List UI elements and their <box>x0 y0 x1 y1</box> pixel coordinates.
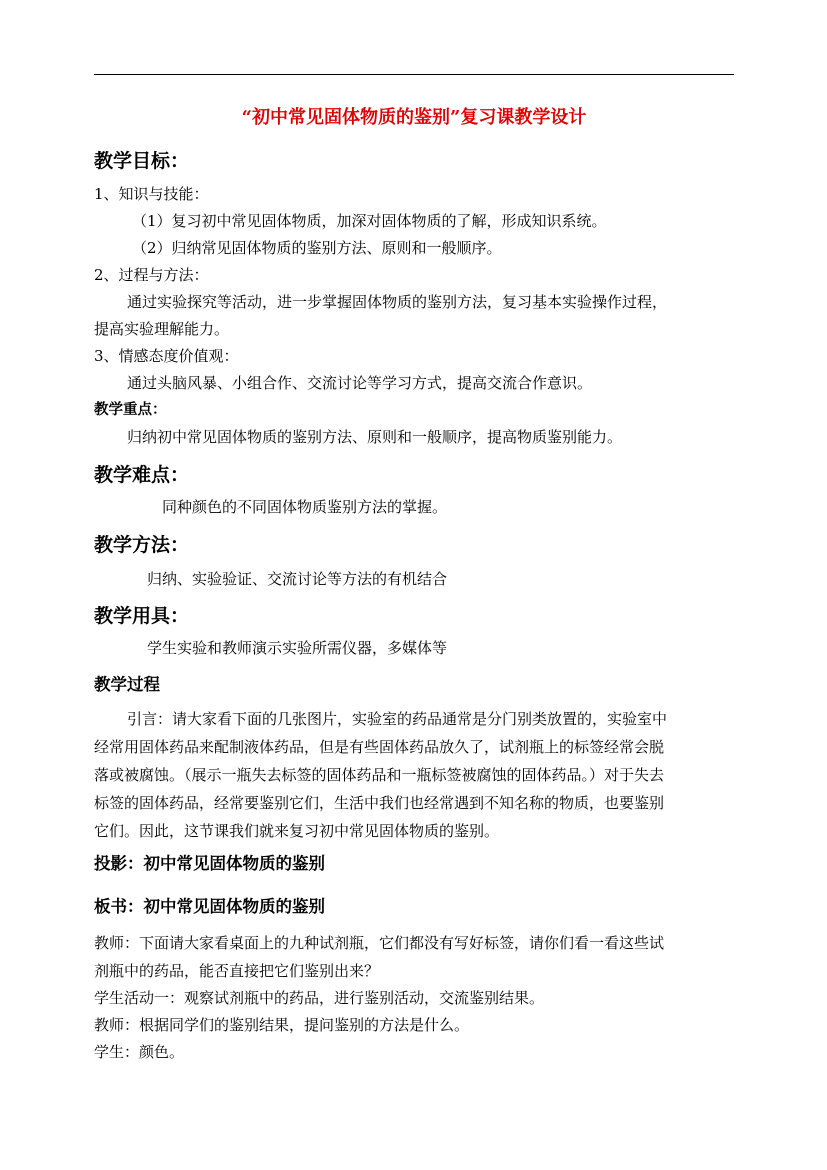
header-rule <box>94 74 734 75</box>
methods-heading: 教学方法： <box>94 534 190 556</box>
student-activity-1: 学生活动一：观察试剂瓶中的药品，进行鉴别活动，交流鉴别结果。 <box>94 989 545 1007</box>
tools-text: 学生实验和教师演示实验所需仪器，多媒体等 <box>147 639 448 657</box>
difficulties-text: 同种颜色的不同固体物质鉴别方法的掌握。 <box>162 498 448 516</box>
intro-line-2: 经常用固体药品来配制液体药品，但是有些固体药品放久了，试剂瓶上的标签经常会脱 <box>94 738 665 756</box>
knowledge-heading: 1、知识与技能： <box>94 185 209 203</box>
key-points-heading: 教学重点： <box>94 401 167 418</box>
knowledge-item-1: （1）复习初中常见固体物质，加深对固体物质的了解，形成知识系统。 <box>132 212 607 230</box>
process-method-line-1: 通过实验探究等活动，进一步掌握固体物质的鉴别方法，复习基本实验操作过程， <box>127 293 668 311</box>
tools-heading: 教学用具： <box>94 605 190 627</box>
student-answer: 学生：颜色。 <box>94 1043 185 1061</box>
projection-heading: 投影：初中常见固体物质的鉴别 <box>94 854 325 873</box>
blackboard-heading: 板书：初中常见固体物质的鉴别 <box>94 897 325 916</box>
process-method-line-2: 提高实验理解能力。 <box>94 320 230 338</box>
process-heading: 教学过程 <box>94 675 160 694</box>
intro-line-4: 标签的固体药品，经常要鉴别它们，生活中我们也经常遇到不知名称的物质，也要鉴别 <box>94 794 665 812</box>
emotion-line: 通过头脑风暴、小组合作、交流讨论等学习方式，提高交流合作意识。 <box>127 374 593 392</box>
methods-text: 归纳、实验验证、交流讨论等方法的有机结合 <box>147 570 448 588</box>
emotion-heading: 3、情感态度价值观： <box>94 347 239 365</box>
document-title: “初中常见固体物质的鉴别”复习课教学设计 <box>241 107 587 128</box>
knowledge-item-2: （2）归纳常见固体物质的鉴别方法、原则和一般顺序。 <box>132 239 502 257</box>
teacher-question: 教师：根据同学们的鉴别结果，提问鉴别的方法是什么。 <box>94 1016 470 1034</box>
intro-line-1: 引言：请大家看下面的几张图片，实验室的药品通常是分门别类放置的，实验室中 <box>127 710 668 728</box>
difficulties-heading: 教学难点： <box>94 464 190 486</box>
teacher-prompt-line-1: 教师：下面请大家看桌面上的九种试剂瓶，它们都没有写好标签，请你们看一看这些试 <box>94 934 665 952</box>
objectives-heading: 教学目标： <box>94 150 190 172</box>
teacher-prompt-line-2: 剂瓶中的药品，能否直接把它们鉴别出来？ <box>94 962 380 980</box>
process-method-heading: 2、过程与方法： <box>94 266 209 284</box>
intro-line-5: 它们。因此，这节课我们就来复习初中常见固体物质的鉴别。 <box>94 822 500 840</box>
key-points-text: 归纳初中常见固体物质的鉴别方法、原则和一般顺序，提高物质鉴别能力。 <box>127 428 623 446</box>
intro-line-3: 落或被腐蚀。（展示一瓶失去标签的固体药品和一瓶标签被腐蚀的固体药品。）对于失去 <box>94 766 665 784</box>
